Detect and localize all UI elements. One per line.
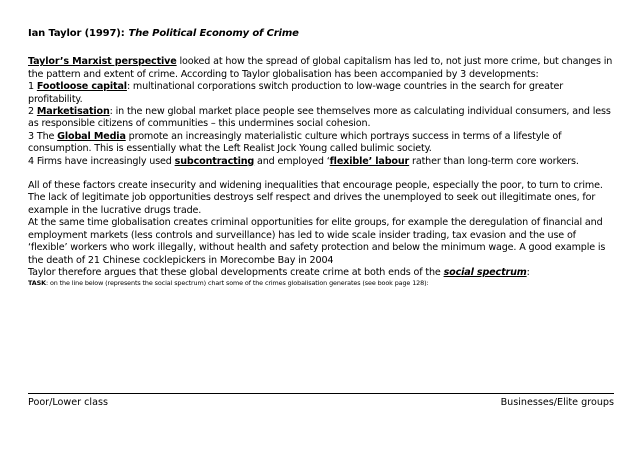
point-number: 2 xyxy=(28,106,37,118)
point-1 xyxy=(28,81,614,106)
point-2 xyxy=(28,106,614,131)
point-term: Marketisation xyxy=(36,106,110,118)
document-page xyxy=(28,28,614,288)
paragraph-insecurity: All of these factors create insecurity and widening inequalities that encourage people, especially the poor, to turn to crime. The lack of legitimate job opportunities destroys self respect and drives the unemployed to seek out illegitimate ones, for example in the lucrative drugs trade. xyxy=(28,180,603,216)
intro-paragraph xyxy=(28,56,614,81)
spectrum-right-label: Businesses/Elite groups xyxy=(500,397,614,408)
conclusion-paragraph xyxy=(28,267,614,279)
task-text: : on the line below (represents the social spectrum) chart some of the crimes globalisation generates (see book page 128): xyxy=(45,279,429,288)
task-label: TASK xyxy=(28,279,46,288)
spectrum-left-label: Poor/Lower class xyxy=(28,397,108,408)
conclusion-term: social spectrum xyxy=(443,266,527,278)
point-term: Footloose capital xyxy=(36,81,127,93)
point-text: : multinational corporations switch production to low-wage countries in the search for greater profitability. xyxy=(28,81,563,105)
point-4 xyxy=(28,156,614,168)
intro-text: looked at how the spread of global capitalism has led to, not just more crime, but changes in the pattern and extent of crime. According to Taylor globalisation has been accompanied by 3 developments: xyxy=(28,56,613,80)
point-text: rather than long-term core workers. xyxy=(409,155,579,167)
point-number: 4 Firms have increasingly used xyxy=(28,155,175,167)
point-term: Global Media xyxy=(57,130,126,142)
paragraph-gap xyxy=(28,168,614,180)
heading-author: Ian Taylor (1997): xyxy=(28,28,125,39)
paragraph-elite-opportunities: At the same time globalisation creates criminal opportunities for elite groups, for example the deregulation of financial and employment markets (less controls and surveillance) has led to wide scale insider trading, tax evasion and the use of ‘flexible’ workers who work illegally, without health and safety protection and below the minimum wage. A good example is the death of 21 Chinese cocklepickers in Morecombe Bay in 2004 xyxy=(28,217,606,266)
social-spectrum-line xyxy=(28,393,614,394)
document-heading xyxy=(28,28,614,40)
intro-term: Taylor’s Marxist perspective xyxy=(28,56,177,68)
conclusion-text: Taylor therefore argues that these global developments create crime at both ends of the xyxy=(28,266,444,278)
heading-book-title: The Political Economy of Crime xyxy=(128,28,299,39)
point-number: 3 The xyxy=(28,130,58,142)
point-number: 1 xyxy=(28,81,37,93)
conclusion-end: : xyxy=(526,266,530,278)
point-3 xyxy=(28,131,614,156)
task-instruction xyxy=(28,279,614,288)
point-middle: and employed ‘ xyxy=(254,155,330,167)
point-term-2: flexible’ labour xyxy=(329,155,410,167)
point-text: : in the new global market place people see themselves more as calculating individual consumers, and less as responsible citizens of communities – this undermines social cohesion. xyxy=(28,106,611,130)
point-text: promote an increasingly materialistic culture which portrays success in terms of a lifestyle of consumption. This is essentially what the Left Realist Jock Young called bulimic society. xyxy=(28,130,562,155)
point-term: subcontracting xyxy=(174,155,255,167)
